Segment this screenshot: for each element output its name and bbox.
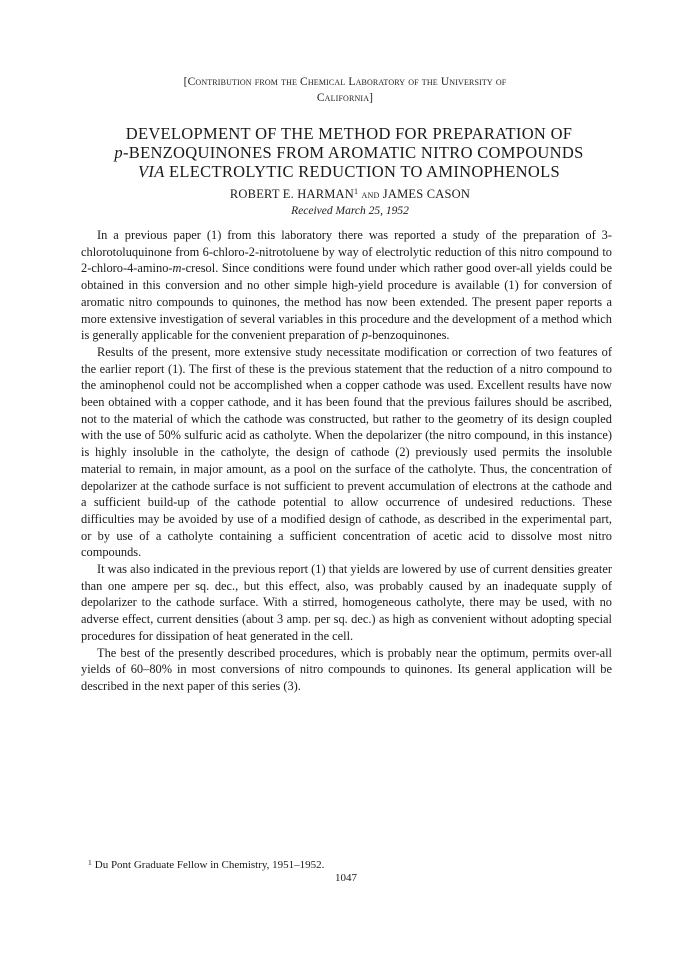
paragraph-1-para-prefix: p (361, 328, 368, 343)
paragraph-2: Results of the present, more extensive study necessitate modification or correction of two features of the earlier report (1). The first of these is the previous statement that the reduction of a nitro compound to the aminophenol could not be accomplished when a copper cathode was used. Excellent results have now been obtained with a copper cathode, and it has been found that the previous failures should be ascribed, not to the material of which the cathode was constructed, but rather to the geometry of its design coupled with the use of 50% sulfuric acid as catholyte. When the depolarizer (the nitro compound, in this instance) is highly insoluble in the catholyte, the design of cathode (2) previously used permits the insoluble material to remain, in major amount, as a pool on the surface of the catholyte. Thus, the concentration of depolarizer at the cathode surface is not sufficient to prevent accumulation of electrons at the cathode and a sufficient build-up of the cathode potential to allow occurrence of undesired reductions. These difficulties may be avoided by use of a modified design of cathode, as described in the experimental part, or by use of a catholyte containing a sufficient concentration of acetic acid to dissolve most nitro compounds. (81, 344, 612, 560)
page-number: 1047 (335, 872, 357, 884)
title-line-2-text: -BENZOQUINONES FROM AROMATIC NITRO COMPOUNDS (122, 143, 584, 162)
paragraph-3: It was also indicated in the previous report (1) that yields are lowered by use of current densities greater than one ampere per sq. dec., but this effect, also, was probably caused by an inadequate supply of depolarizer to the cathode surface. With a stirred, homogeneous catholyte, there may be used, with no adverse effect, current densities (about 3 amp. per sq. dec.) as high as convenient without adopting special procedures for dissipation of heat generated in the cell. (81, 562, 612, 643)
title-line-3-text: ELECTROLYTIC REDUCTION TO AMINOPHENOLS (164, 162, 560, 181)
footnote-mark: 1 (88, 858, 92, 867)
title-para-prefix: p (114, 143, 123, 162)
author-conjunction: and (361, 189, 380, 201)
article-title (75, 124, 623, 181)
paragraph-1-part-1: In a previous paper (1) from this laboratory there was reported a study of the preparation of 3-chlorotoluquinone from 6-chloro-2-nitrotoluene by way of electrolytic reduction of this nitro compound to 2-chloro-4-amino- (81, 228, 612, 276)
footnote-text: Du Pont Graduate Fellow in Chemistry, 1951–1952. (94, 859, 325, 871)
paragraph-1-part-2: -cresol. Since conditions were found under which rather good over-all yields could be obtained in this conversion and no other simple high-yield procedure is available (1) for conversion of aromatic nitro compounds to quinones, the method has now been extended. The present paper reports a more extensive investigation of several variables in this procedure and the development of a method which is generally applicable for the convenient preparation of (81, 261, 612, 343)
author-line (120, 184, 580, 203)
title-via: VIA (138, 162, 165, 181)
title-line-1: DEVELOPMENT OF THE METHOD FOR PREPARATION OF (125, 124, 573, 143)
paragraph-1 (81, 227, 612, 344)
paragraph-1-part-3: -benzoquinones. (367, 328, 450, 343)
author-2: JAMES CASON (382, 187, 471, 201)
title-line-3 (75, 162, 623, 181)
article-body (81, 227, 612, 695)
received-date: Received March 25, 1952 (291, 205, 409, 217)
contribution-line-1: [Contribution from the Chemical Laboratory of the University of (183, 76, 507, 88)
paragraph-1-meta-prefix: m (172, 261, 182, 276)
paragraph-4: The best of the presently described procedures, which is probably near the optimum, permits over-all yields of 60–80% in most conversions of nitro compounds to quinones. Its general application will be described in the next paper of this series (3). (81, 645, 612, 693)
author-1-footnote-mark: 1 (354, 187, 359, 196)
title-line-2 (75, 143, 623, 162)
author-1: ROBERT E. HARMAN (229, 187, 354, 201)
footnote (88, 856, 608, 872)
contribution-header (120, 74, 570, 106)
contribution-line-2: California] (316, 92, 374, 104)
